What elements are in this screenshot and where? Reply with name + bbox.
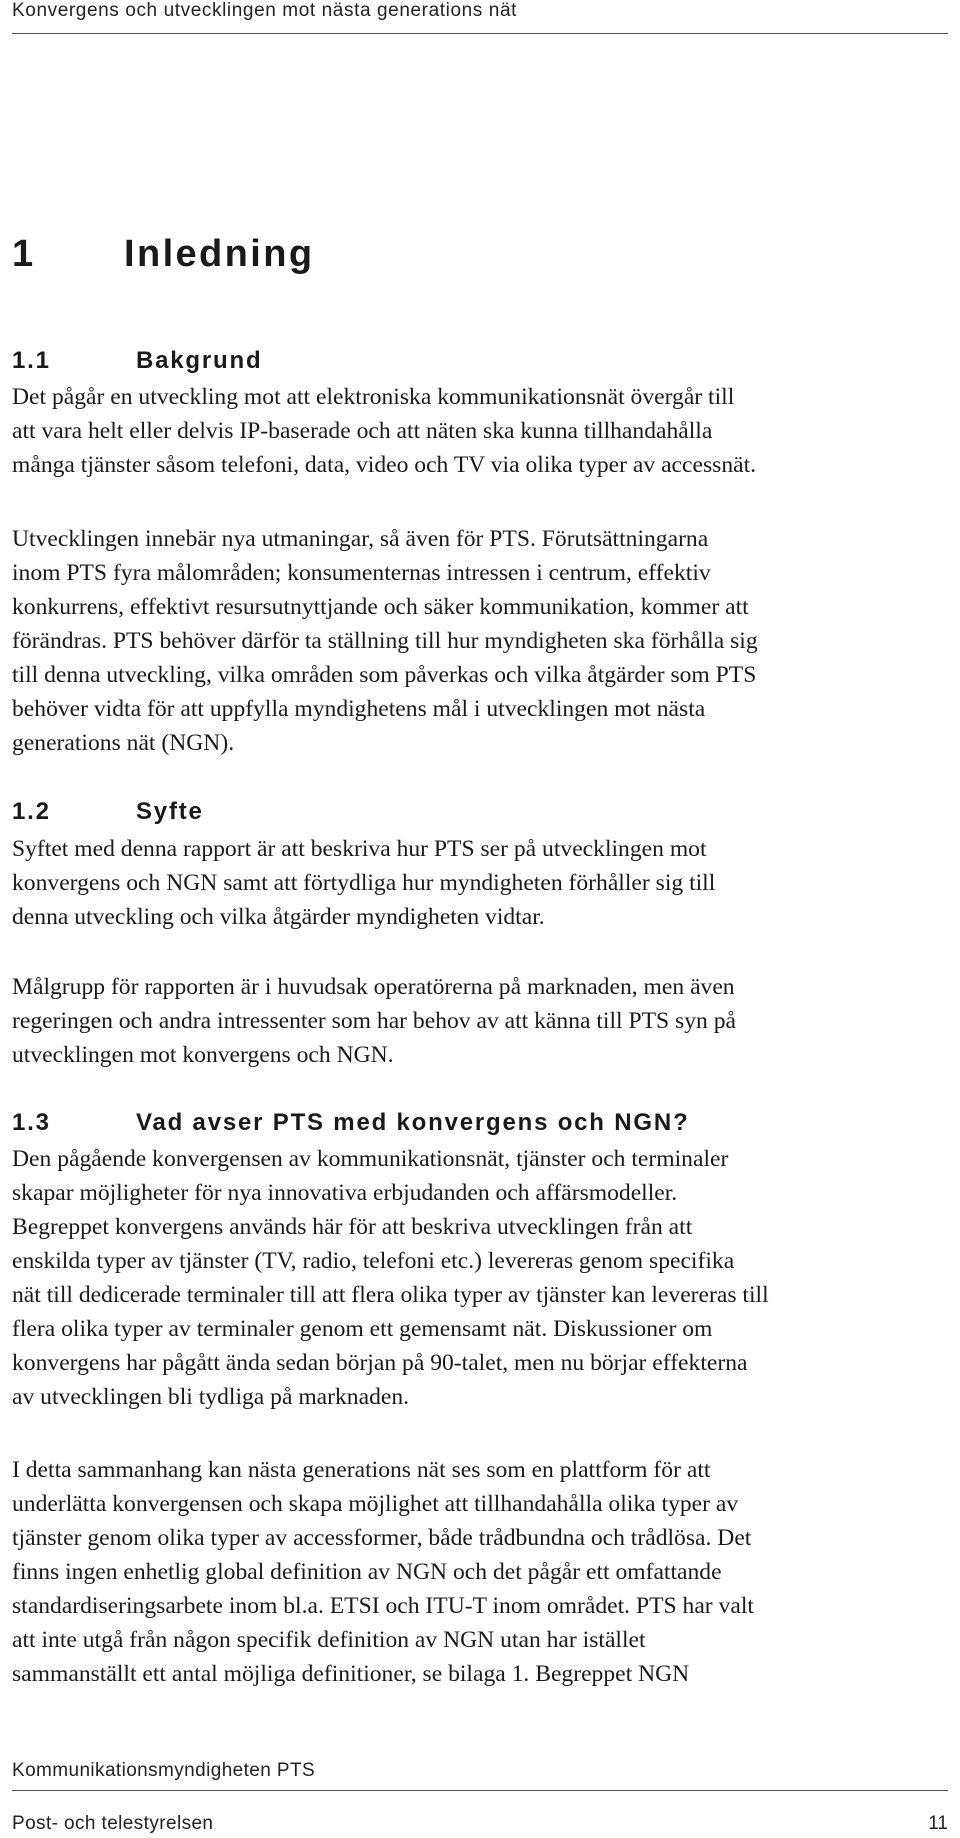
chapter-title: Inledning bbox=[124, 233, 315, 275]
text-line: att vara helt eller delvis IP-baserade och att näten ska kunna tillhandahålla bbox=[12, 418, 713, 444]
text-line: regeringen och andra intressenter som har behov av att känna till PTS syn på bbox=[12, 1008, 736, 1034]
text-line: finns ingen enhetlig global definition av NGN och det pågår ett omfattande bbox=[12, 1559, 722, 1585]
text-line: förändras. PTS behöver därför ta ställning till hur myndigheten ska förhålla sig bbox=[12, 628, 758, 654]
text-line: flera olika typer av terminaler genom ett gemensamt nät. Diskussioner om bbox=[12, 1316, 713, 1342]
footer-divider bbox=[12, 1790, 948, 1791]
text-line: denna utveckling och vilka åtgärder myndigheten vidtar. bbox=[12, 904, 545, 930]
text-line: behöver vidta för att uppfylla myndighetens mål i utvecklingen mot nästa bbox=[12, 696, 706, 722]
text-line: standardiseringsarbete inom bl.a. ETSI och ITU-T inom området. PTS har valt bbox=[12, 1593, 754, 1619]
text-line: underlätta konvergensen och skapa möjlighet att tillhandahålla olika typer av bbox=[12, 1491, 739, 1517]
text-line: Syftet med denna rapport är att beskriva hur PTS ser på utvecklingen mot bbox=[12, 836, 707, 862]
text-line: Utvecklingen innebär nya utmaningar, så även för PTS. Förutsättningarna bbox=[12, 526, 709, 552]
paragraph bbox=[12, 832, 948, 934]
text-line: sammanställt ett antal möjliga definitioner, se bilaga 1. Begreppet NGN bbox=[12, 1661, 690, 1687]
section-title: Bakgrund bbox=[136, 347, 263, 374]
text-line: Den pågående konvergensen av kommunikationsnät, tjänster och terminaler bbox=[12, 1146, 729, 1172]
section-number: 1.2 bbox=[12, 798, 51, 825]
section-heading-bakgrund bbox=[12, 346, 262, 376]
text-line: nät till dedicerade terminaler till att flera olika typer av tjänster kan levereras till bbox=[12, 1282, 769, 1308]
section-heading-konvergens bbox=[12, 1108, 689, 1138]
text-line: Målgrupp för rapporten är i huvudsak operatörerna på marknaden, men även bbox=[12, 974, 735, 1000]
text-line: av utvecklingen bli tydliga på marknaden. bbox=[12, 1384, 410, 1410]
paragraph bbox=[12, 380, 948, 482]
text-line: konvergens och NGN samt att förtydliga hur myndigheten förhåller sig till bbox=[12, 870, 716, 896]
paragraph bbox=[12, 522, 948, 760]
paragraph bbox=[12, 1453, 948, 1691]
paragraph bbox=[12, 1142, 948, 1414]
header-divider bbox=[12, 33, 948, 34]
chapter-heading bbox=[12, 232, 314, 276]
text-line: I detta sammanhang kan nästa generations nät ses som en plattform för att bbox=[12, 1457, 711, 1483]
text-line: enskilda typer av tjänster (TV, radio, telefoni etc.) levereras genom specifika bbox=[12, 1248, 735, 1274]
footer-organization: Kommunikationsmyndigheten PTS bbox=[12, 1760, 316, 1781]
text-line: konvergens har pågått ända sedan början på 90-talet, men nu börjar effekterna bbox=[12, 1350, 748, 1376]
text-line: till denna utveckling, vilka områden som påverkas och vilka åtgärder som PTS bbox=[12, 662, 757, 688]
section-heading-syfte bbox=[12, 797, 204, 827]
text-line: Begreppet konvergens används här för att beskriva utvecklingen från att bbox=[12, 1214, 693, 1240]
text-line: att inte utgå från någon specifik definition av NGN utan har istället bbox=[12, 1627, 646, 1653]
footer-organization-alt: Post- och telestyrelsen bbox=[12, 1813, 214, 1834]
section-title: Syfte bbox=[136, 798, 204, 825]
text-line: inom PTS fyra målområden; konsumenternas intressen i centrum, effektiv bbox=[12, 560, 711, 586]
text-line: många tjänster såsom telefoni, data, video och TV via olika typer av accessnät. bbox=[12, 452, 757, 478]
section-number: 1.3 bbox=[12, 1109, 51, 1136]
text-line: generations nät (NGN). bbox=[12, 730, 235, 756]
text-line: konkurrens, effektivt resursutnyttjande och säker kommunikation, kommer att bbox=[12, 594, 749, 620]
text-line: utvecklingen mot konvergens och NGN. bbox=[12, 1042, 394, 1068]
chapter-number: 1 bbox=[12, 233, 36, 275]
page-number: 11 bbox=[928, 1813, 948, 1834]
section-title: Vad avser PTS med konvergens och NGN? bbox=[136, 1109, 690, 1136]
running-title: Konvergens och utvecklingen mot nästa generations nät bbox=[12, 0, 517, 21]
text-line: tjänster genom olika typer av accessformer, både trådbundna och trådlösa. Det bbox=[12, 1525, 752, 1551]
text-line: Det pågår en utveckling mot att elektroniska kommunikationsnät övergår till bbox=[12, 384, 735, 410]
paragraph bbox=[12, 970, 948, 1072]
section-number: 1.1 bbox=[12, 347, 51, 374]
text-line: skapar möjligheter för nya innovativa erbjudanden och affärsmodeller. bbox=[12, 1180, 678, 1206]
